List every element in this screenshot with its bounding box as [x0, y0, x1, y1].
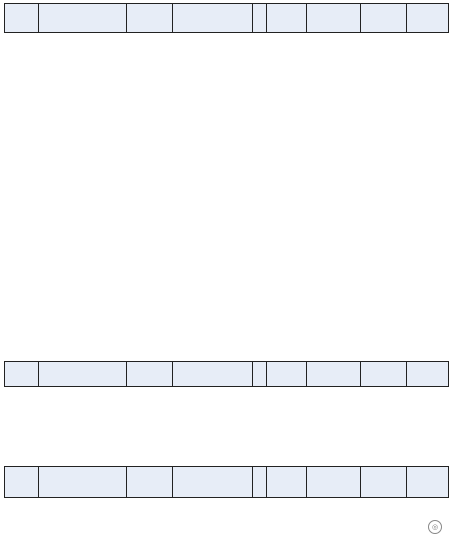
watermark — [428, 520, 445, 534]
header-cell — [307, 4, 361, 33]
header-cell — [173, 467, 253, 498]
header-cell — [267, 467, 307, 498]
header-cell — [127, 4, 173, 33]
admission-table-3 — [4, 466, 449, 498]
header-cell — [39, 362, 127, 387]
header-cell — [361, 467, 407, 498]
header-cell — [407, 362, 449, 387]
header-cell — [39, 467, 127, 498]
header-cell — [173, 4, 253, 33]
table-header-row — [5, 4, 449, 33]
header-cell — [307, 467, 361, 498]
header-cell — [407, 467, 449, 498]
header-cell — [307, 362, 361, 387]
header-cell — [5, 4, 39, 33]
header-cell — [5, 467, 39, 498]
header-cell — [127, 362, 173, 387]
header-cell — [267, 4, 307, 33]
admission-table-2 — [4, 361, 449, 387]
wechat-icon: ◎ — [428, 520, 442, 534]
header-cell — [361, 362, 407, 387]
header-cell — [253, 467, 267, 498]
header-cell — [407, 4, 449, 33]
header-cell — [127, 467, 173, 498]
header-cell — [5, 362, 39, 387]
header-cell — [361, 4, 407, 33]
header-cell — [253, 362, 267, 387]
header-cell — [39, 4, 127, 33]
table-header-row — [5, 362, 449, 387]
table-header-row — [5, 467, 449, 498]
admission-table-1 — [4, 3, 449, 33]
header-cell — [253, 4, 267, 33]
header-cell — [173, 362, 253, 387]
header-cell — [267, 362, 307, 387]
